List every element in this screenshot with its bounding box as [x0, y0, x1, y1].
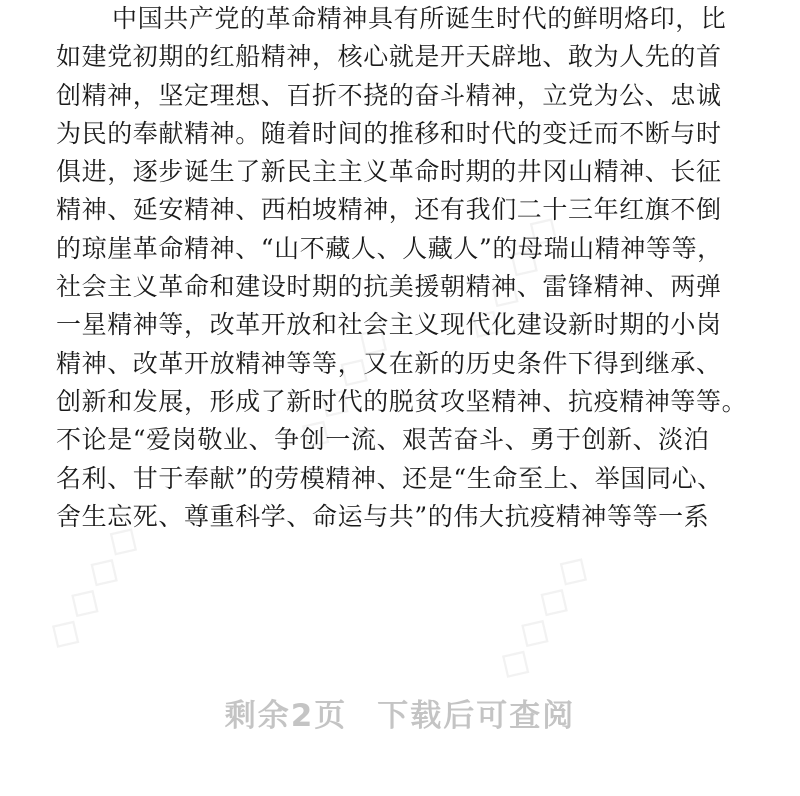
watermark: ◇◇◇◇ [33, 509, 152, 660]
text-line: 精神、延安精神、西柏坡精神，还有我们二十三年红旗不倒 [56, 195, 722, 225]
text-line: 中国共产党的革命精神具有所诞生时代的鲜明烙印，比 [112, 4, 727, 33]
remaining-pages-notice[interactable] [0, 690, 800, 735]
download-to-read-label: 下载后可查阅 [377, 698, 576, 734]
watermark: ◇◇◇◇ [453, 199, 572, 350]
text-line: 名利、甘于奉献”的劳模精神、还是“生命至上、举国同心、 [56, 463, 723, 493]
text-line: 不论是“爱岗敬业、争创一流、艰苦奋斗、勇于创新、淡泊 [56, 425, 710, 455]
remaining-pages-label: 剩余2页 [224, 698, 348, 734]
text-line: 如建党初期的红船精神，核心就是开天辟地、敢为人先的首 [56, 42, 722, 72]
text-line: 一星精神等，改革开放和社会主义现代化建设新时期的小岗 [56, 310, 722, 340]
text-line: 俱进，逐步诞生了新民主主义革命时期的井冈山精神、长征 [56, 157, 722, 187]
text-line: 舍生忘死、尊重科学、命运与共”的伟大抗疫精神等等一系 [56, 501, 710, 531]
text-line: 为民的奉献精神。随着时间的推移和时代的变迁而不断与时 [56, 118, 722, 148]
text-line: 精神、改革开放精神等等，又在新的历史条件下得到继承、 [56, 348, 722, 378]
text-line: 创精神，坚定理想、百折不挠的奋斗精神，立党为公、忠诚 [56, 80, 722, 110]
watermark: ◇◇◇◇ [283, 309, 402, 460]
body-paragraph [56, 0, 756, 536]
text-line: 创新和发展，形成了新时代的脱贫攻坚精神、抗疫精神等等。 [56, 386, 748, 416]
text-line: 的琼崖革命精神、“山不藏人、人藏人”的母瑞山精神等等， [56, 233, 723, 263]
watermark: ◇◇◇◇ [483, 539, 602, 690]
text-line: 社会主义革命和建设时期的抗美援朝精神、雷锋精神、两弹 [56, 272, 722, 302]
